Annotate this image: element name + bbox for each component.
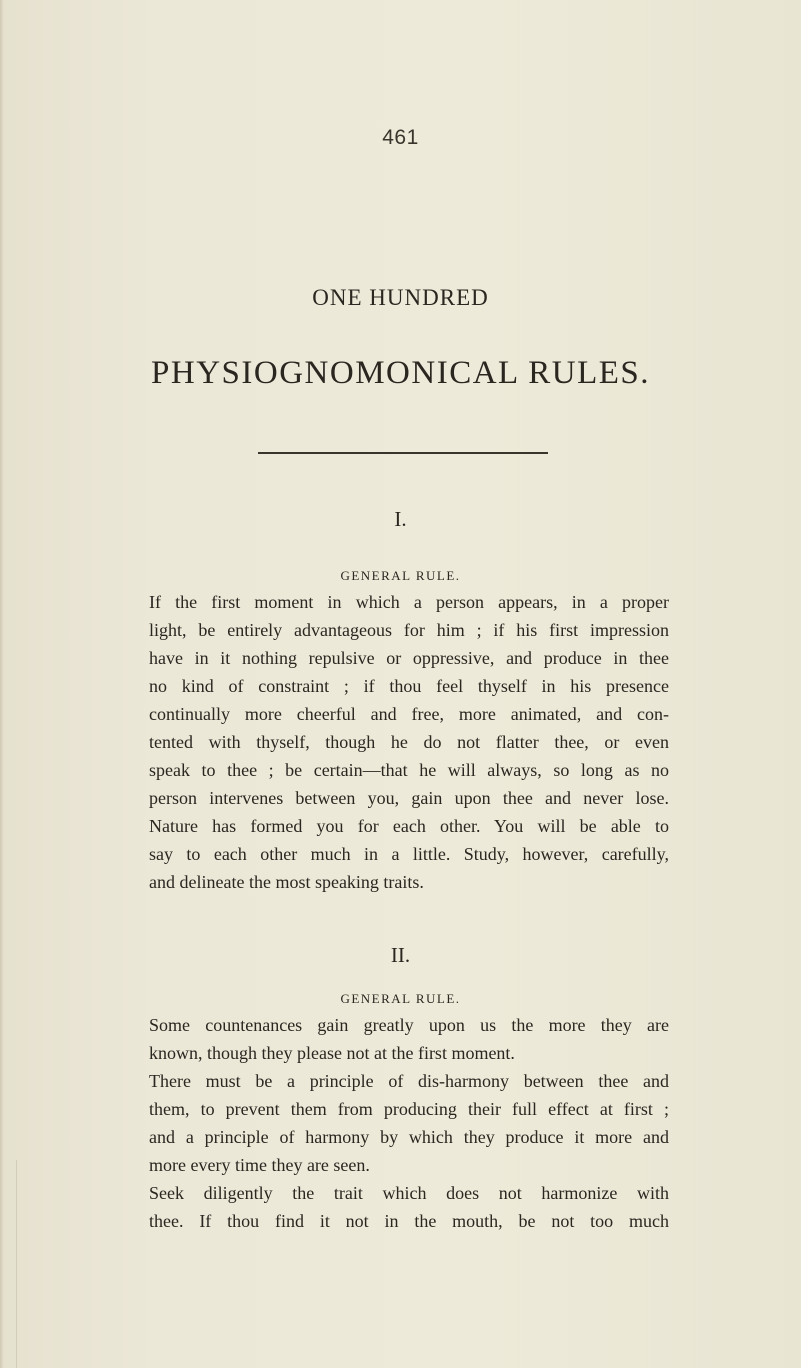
text-line: Nature has formed you for each other. You will be able to <box>149 816 669 836</box>
title-divider <box>258 452 548 454</box>
section-paragraph <box>149 588 669 896</box>
text-line: light, be entirely advantageous for him ; if his first impression <box>149 620 669 640</box>
text-line: Seek diligently the trait which does not harmonize with <box>149 1183 669 1203</box>
text-line: no kind of constraint ; if thou feel thyself in his presence <box>149 676 669 696</box>
text-line: speak to thee ; be certain—that he will always, so long as no <box>149 760 669 780</box>
section-label: GENERAL RULE. <box>340 991 461 1006</box>
text-line: have in it nothing repulsive or oppressive, and produce in thee <box>149 648 669 668</box>
section-numeral: II. <box>390 943 411 967</box>
section-paragraph <box>149 1011 669 1235</box>
text-line: If the first moment in which a person appears, in a proper <box>149 592 669 612</box>
page-edge-shadow <box>0 0 4 1368</box>
pre-title: ONE HUNDRED <box>312 285 489 310</box>
text-line: tented with thyself, though he do not flatter thee, or even <box>149 732 669 752</box>
text-line: There must be a principle of dis-harmony between thee and <box>149 1071 669 1091</box>
text-line: more every time they are seen. <box>149 1155 370 1175</box>
page-number: 461 <box>382 126 419 149</box>
text-line: and delineate the most speaking traits. <box>149 872 424 892</box>
text-line: thee. If thou find it not in the mouth, be not too much <box>149 1211 669 1231</box>
text-line: them, to prevent them from producing their full effect at first ; <box>149 1099 669 1119</box>
text-line: Some countenances gain greatly upon us the more they are <box>149 1015 669 1035</box>
text-line: continually more cheerful and free, more animated, and con- <box>149 704 669 724</box>
text-line: say to each other much in a little. Study, however, carefully, <box>149 844 669 864</box>
section-label: GENERAL RULE. <box>340 568 461 583</box>
text-line: person intervenes between you, gain upon thee and never lose. <box>149 788 669 808</box>
text-line: and a principle of harmony by which they produce it more and <box>149 1127 669 1147</box>
main-title: PHYSIOGNOMONICAL RULES. <box>151 355 650 391</box>
page-crease <box>16 1160 17 1368</box>
section-numeral: I. <box>394 507 407 531</box>
text-line: known, though they please not at the first moment. <box>149 1043 515 1063</box>
